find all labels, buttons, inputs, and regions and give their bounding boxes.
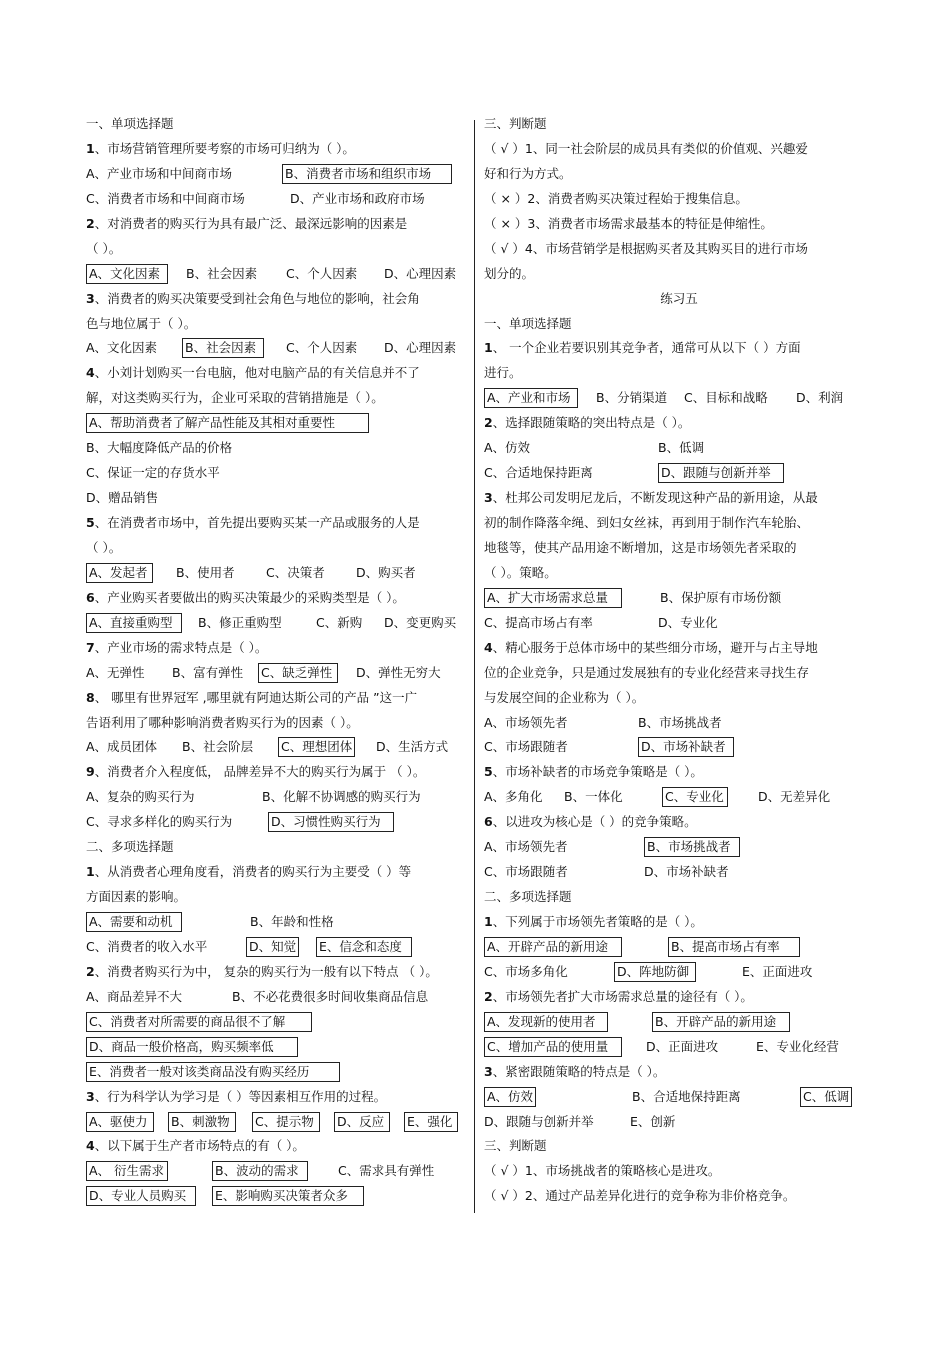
answer-option: A、文化因素 [86,340,158,356]
question-text: 3、消费者的购买决策要受到社会角色与地位的影响，社会角 [86,290,420,306]
text-line: （ ）。 [86,539,122,555]
selected-answer-option: E、强化 [404,1112,458,1132]
text-line: 色与地位属于（ ）。 [86,315,197,331]
text-line: 初的制作降落伞绳、到妇女丝袜，再到用于制作汽车轮胎、 [484,515,810,530]
selected-answer-option: B、市场挑战者 [644,837,740,857]
answer-option: A、仿效 [484,440,531,456]
question-text: 4、精心服务于总体市场中的某些细分市场，避开与占主导地 [484,639,818,655]
text-line: 方面因素的影响。 [86,889,187,905]
answer-options-row [86,910,474,935]
answer-option: D、利润 [796,390,844,406]
answer-options-row [484,461,874,486]
selected-answer-option: A、扩大市场需求总量 [484,588,622,608]
question-text: 2、选择跟随策略的突出特点是（ ）。 [484,415,691,431]
section-heading: 一、单项选择题 [484,315,572,331]
answer-option: E、正面进攻 [742,963,813,979]
answer-options-row [86,1184,474,1209]
answer-option: D、专业化 [658,614,718,630]
selected-answer-option: B、刺激物 [168,1112,236,1132]
answer-options-row [484,935,874,960]
question-text: 1、 一个企业若要识别其竞争者，通常可从以下（ ）方面 [484,340,801,356]
answer-option: A、商品差异不大 [86,988,183,1004]
selected-answer-option: D、市场补缺者 [638,737,734,757]
question-text: 4、以下属于生产者市场特点的有（ ）。 [86,1138,305,1154]
answer-option: C、合适地保持距离 [484,465,593,481]
answer-option: A、市场领先者 [484,714,568,730]
answer-option: B、市场挑战者 [638,714,722,730]
selected-answer-option: A、 衍生需求 [86,1161,168,1181]
answer-option: A、多角化 [484,789,543,805]
answer-option: C、寻求多样化的购买行为 [86,814,233,830]
question-text: 1、市场营销管理所要考察的市场可归纳为（ ）。 [86,140,355,156]
selected-answer-option: A、仿效 [484,1087,536,1107]
answer-options-row [86,561,474,586]
judgement-item: （ × ）2、消费者购买决策过程始于搜集信息。 [484,190,748,206]
text-line: 告语利用了哪种影响消费者购买行为的因素（ ）。 [86,714,359,730]
text-line: D、赠品销售 [86,490,159,506]
answer-option: A、无弹性 [86,664,145,680]
selected-answer-option: E、信念和态度 [316,937,412,957]
text-line: 划分的。 [484,265,535,281]
answer-options-row [484,1035,874,1060]
answer-option: C、个人因素 [286,340,358,356]
answer-options-row [484,711,874,736]
answer-options-row [86,187,474,212]
column-divider [474,120,475,1213]
answer-options-row [484,611,874,636]
answer-options-row [86,1010,474,1035]
answer-options-row [86,336,474,361]
answer-option: C、市场多角化 [484,963,568,979]
section-heading: 三、判断题 [484,116,547,131]
selected-answer-option: B、社会因素 [182,338,264,358]
answer-option: C、决策者 [266,564,325,580]
selected-answer-option: D、知觉 [246,937,299,957]
answer-options-row [484,586,874,611]
question-text: 7、产业市场的需求特点是（ ）。 [86,639,268,655]
text-line: 解，对这类购买行为，企业可采取的营销措施是（ ）。 [86,390,384,406]
selected-answer-option: D、阵地防御 [614,962,696,982]
judgement-item: （ √ ）2、通过产品差异化进行的竞争称为非价格竞争。 [484,1188,796,1204]
selected-answer-option: B、波动的需求 [212,1161,308,1181]
answer-options-row [86,1060,474,1085]
selected-answer-option: C、缺乏弹性 [258,663,338,683]
selected-answer-option: A、发现新的使用者 [484,1012,608,1032]
answer-option: E、创新 [630,1113,676,1129]
answer-option: B、年龄和性格 [250,914,334,929]
selected-answer-option: A、需要和动机 [86,912,182,932]
answer-options-row [484,860,874,885]
answer-options-row [86,810,474,835]
selected-answer-option: A、发起者 [86,563,153,583]
answer-options-row [86,785,474,810]
selected-answer-option: C、提示物 [252,1112,320,1132]
answer-option: D、产业市场和政府市场 [290,190,425,206]
selected-answer-option: C、低调 [800,1087,852,1107]
selected-answer-option: A、直接重购型 [86,613,182,633]
selected-answer-option: A、帮助消费者了解产品性能及其相对重要性 [86,413,369,433]
answer-option: C、消费者的收入水平 [86,938,208,954]
answer-options-row [86,935,474,960]
answer-option: B、分销渠道 [596,390,668,406]
answer-options-row [86,985,474,1010]
answer-option: C、需求具有弹性 [338,1163,435,1179]
selected-answer-option: D、跟随与创新并举 [658,463,784,483]
answer-options-row [86,1159,474,1184]
selected-answer-option: E、消费者一般对该类商品没有购买经历 [86,1062,340,1082]
answer-option: B、一体化 [564,789,623,805]
section-heading: 三、判断题 [484,1138,547,1154]
answer-options-row [484,436,874,461]
answer-options-row [484,785,874,810]
answer-options-row [484,1010,874,1035]
question-text: 9、消费者介入程度低， 品牌差异不大的购买行为属于 （ ）。 [86,764,426,780]
answer-option: D、心理因素 [384,265,457,281]
answer-option: C、消费者市场和中间商市场 [86,190,245,206]
answer-option: C、市场跟随者 [484,864,568,880]
answer-option: B、社会阶层 [182,739,254,755]
text-line: C、保证一定的存货水平 [86,465,220,481]
text-line: （ ）。 [86,240,122,256]
answer-options-row [86,661,474,686]
answer-option: C、市场跟随者 [484,739,568,755]
selected-answer-option: C、理想团体 [278,737,355,757]
right-column [484,112,874,1209]
selected-answer-option: A、产业和市场 [484,388,578,408]
question-text: 4、小刘计划购买一台电脑，他对电脑产品的有关信息并不了 [86,365,420,381]
judgement-item: （ × ）3、消费者市场需求最基本的特征是伸缩性。 [484,215,773,231]
selected-answer-option: A、开辟产品的新用途 [484,937,622,957]
selected-answer-option: C、专业化 [662,787,728,807]
answer-option: B、不必花费很多时间收集商品信息 [232,988,429,1004]
answer-option: A、成员团体 [86,739,158,755]
question-text: 2、对消费者的购买行为具有最广泛、最深远影响的因素是 [86,215,408,231]
answer-option: B、保护原有市场份额 [660,589,782,605]
answer-option: D、正面进攻 [646,1038,719,1054]
text-line: 进行。 [484,365,522,381]
answer-option: B、修正重购型 [198,614,282,630]
text-line: （ ）。策略。 [484,564,557,580]
question-text: 5、市场补缺者的市场竞争策略是（ ）。 [484,764,703,780]
question-text: 6、产业购买者要做出的购买决策最少的采购类型是（ ）。 [86,589,405,605]
selected-answer-option: D、习惯性购买行为 [268,812,394,832]
text-line: 位的企业竞争，只是通过发展独有的专业化经营来寻找生存 [484,664,810,680]
answer-option: D、变更购买 [384,614,457,630]
answer-option: D、跟随与创新并举 [484,1113,594,1129]
question-text: 2、市场领先者扩大市场需求总量的途径有（ ）。 [484,988,753,1004]
text-line: 好和行为方式。 [484,165,572,181]
answer-options-row [86,162,474,187]
selected-answer-option: B、提高市场占有率 [668,937,800,957]
section-heading: 二、多项选择题 [484,889,572,905]
section-heading: 二、多项选择题 [86,839,174,855]
question-text: 3、行为科学认为学习是（ ）等因素相互作用的过程。 [86,1088,387,1104]
answer-options-row [86,1035,474,1060]
answer-option: D、无差异化 [758,789,831,805]
answer-options-row [484,960,874,985]
answer-option: A、复杂的购买行为 [86,789,195,805]
text-line: B、大幅度降低产品的价格 [86,440,233,456]
answer-options-row [484,1110,874,1135]
question-text: 8、 哪里有世界冠军 ,哪里就有阿迪达斯公司的产品 ”这一广 [86,689,418,705]
answer-option: C、个人因素 [286,265,358,281]
selected-answer-option: E、影响购买决策者众多 [212,1186,364,1206]
judgement-item: （ √ ）4、市场营销学是根据购买者及其购买目的进行市场 [484,240,808,256]
answer-options-row [484,735,874,760]
question-text: 5、在消费者市场中，首先提出要购买某一产品或服务的人是 [86,515,420,530]
answer-options-row [484,1085,874,1110]
selected-answer-option: D、专业人员购买 [86,1186,196,1206]
selected-answer-option: C、增加产品的使用量 [484,1037,622,1057]
answer-option: D、购买者 [356,564,416,580]
selected-answer-option: A、驱使力 [86,1112,154,1132]
answer-options-row [484,835,874,860]
selected-answer-option: B、消费者市场和组织市场 [282,164,452,184]
section-heading: 一、单项选择题 [86,116,174,131]
answer-option: A、产业市场和中间商市场 [86,165,233,181]
question-text: 6、以进攻为核心是（ ）的竞争策略。 [484,814,697,830]
answer-options-row [86,735,474,760]
answer-option: B、社会因素 [186,265,258,281]
left-column [86,112,474,1209]
question-text: 3、紧密跟随策略的特点是（ ）。 [484,1063,666,1079]
answer-option: E、专业化经营 [756,1038,839,1054]
question-text: 2、消费者购买行为中， 复杂的购买行为一般有以下特点 （ ）。 [86,963,438,979]
question-text: 1、下列属于市场领先者策略的是（ ）。 [484,914,703,929]
answer-option: C、提高市场占有率 [484,614,593,630]
answer-option: C、新购 [316,614,363,630]
exercise-title: 练习五 [660,290,698,306]
answer-option: B、使用者 [176,564,235,580]
answer-options-row [86,262,474,287]
answer-options-row [86,611,474,636]
selected-answer-option: A、文化因素 [86,264,168,284]
answer-option: B、合适地保持距离 [632,1088,741,1104]
answer-option: D、弹性无穷大 [356,664,441,680]
question-text: 3、杜邦公司发明尼龙后，不断发现这种产品的新用途，从最 [484,490,818,506]
answer-option: B、低调 [658,440,705,456]
answer-option: A、市场领先者 [484,839,568,855]
judgement-item: （ √ ）1、同一社会阶层的成员具有类似的价值观、兴趣爱 [484,140,808,156]
answer-option: B、富有弹性 [172,664,244,680]
selected-answer-option: C、消费者对所需要的商品很不了解 [86,1012,312,1032]
selected-answer-option: D、商品一般价格高，购买频率低 [86,1037,298,1057]
question-text: 1、从消费者心理角度看，消费者的购买行为主要受（ ）等 [86,864,412,880]
answer-options-row [484,386,874,411]
answer-options-row [86,1110,474,1135]
selected-answer-option: D、反应 [334,1112,390,1132]
answer-option: D、市场补缺者 [644,864,729,880]
answer-option: D、生活方式 [376,739,449,755]
answer-option: C、目标和战略 [684,390,768,406]
answer-option: D、心理因素 [384,340,457,356]
answer-options-row [86,411,474,436]
selected-answer-option: B、开辟产品的新用途 [652,1012,790,1032]
judgement-item: （ √ ）1、市场挑战者的策略核心是进攻。 [484,1163,721,1179]
text-line: 与发展空间的企业称为（ ）。 [484,689,645,705]
text-line: 地毯等，使其产品用途不断增加，这是市场领先者采取的 [484,539,797,555]
answer-option: B、化解不协调感的购买行为 [262,789,421,805]
